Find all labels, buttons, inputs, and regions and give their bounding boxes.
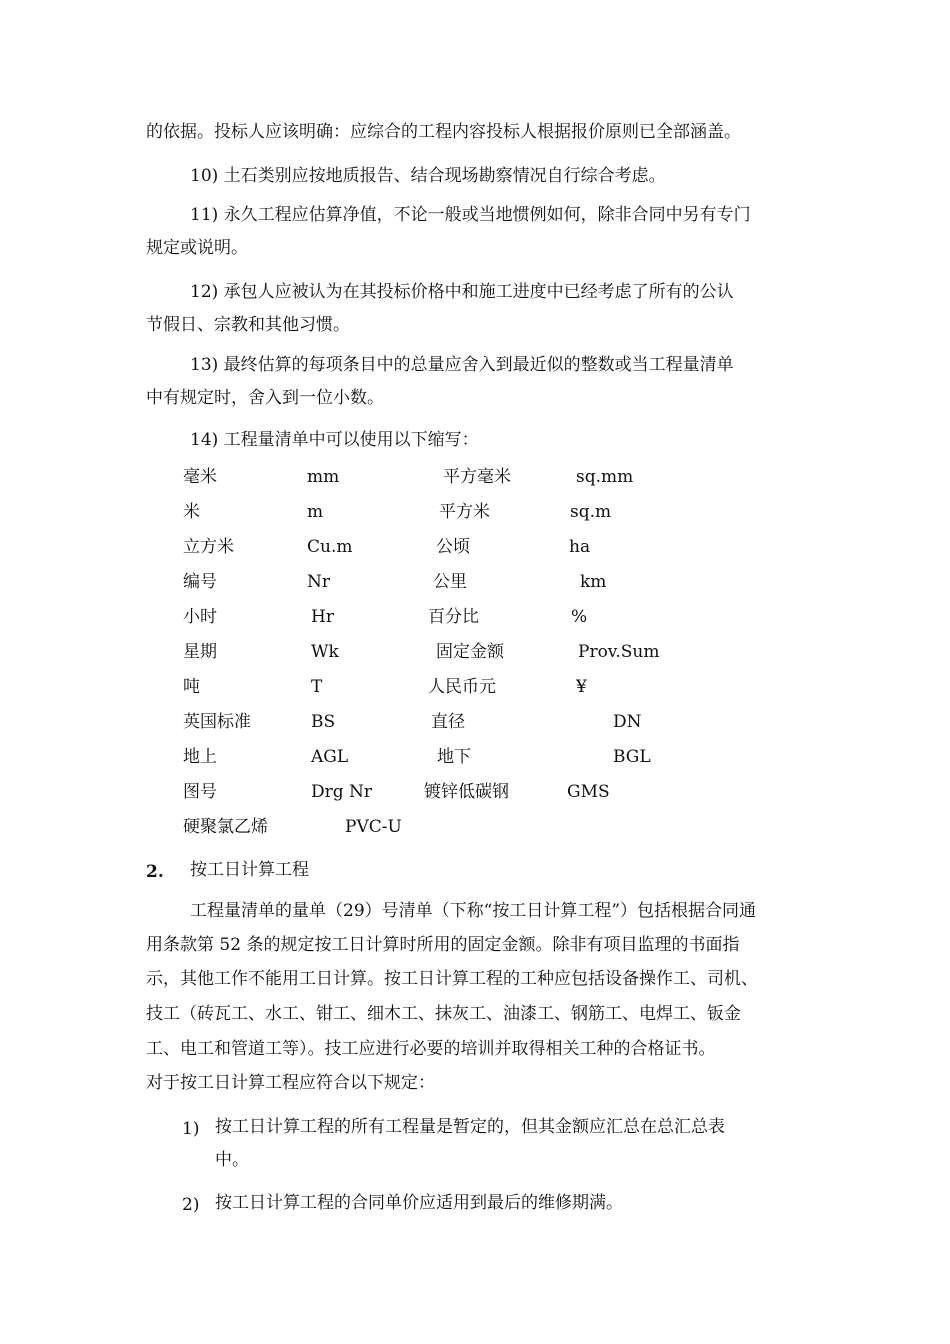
abbr-term: 米: [183, 502, 200, 522]
abbr-term: 镀锌低碳钢: [424, 782, 509, 802]
abbr-code: AGL: [311, 747, 349, 767]
paragraph-11-line-1: 11) 永久工程应估算净值，不论一般或当地惯例如何，除非合同中另有专门: [190, 205, 751, 225]
abbr-term: 毫米: [183, 467, 217, 487]
abbr-code: Cu.m: [307, 537, 353, 557]
abbr-term: 小时: [183, 607, 217, 627]
abbr-term: 吨: [183, 677, 200, 697]
abbr-code: BS: [311, 712, 336, 732]
paragraph-13-line-1: 13) 最终估算的每项条目中的总量应舍入到最近似的整数或当工程量清单: [190, 355, 734, 375]
abbr-code: Drg Nr: [311, 782, 373, 802]
section-title: 按工日计算工程: [190, 860, 309, 880]
abbr-term: 百分比: [428, 607, 479, 627]
abbr-term: 人民币元: [428, 677, 496, 697]
abbr-code: ha: [569, 537, 591, 557]
abbr-code: ¥: [576, 677, 587, 697]
abbr-code: PVC-U: [345, 817, 402, 837]
section-body-line-1: 工程量清单的量单（29）号清单（下称“按工日计算工程”）包括根据合同通: [190, 901, 757, 921]
abbr-code: Wk: [311, 642, 339, 662]
abbr-code: km: [580, 572, 607, 592]
abbr-code: Hr: [311, 607, 334, 627]
section-body-line-5: 工、电工和管道工等）。技工应进行必要的培训并取得相关工种的合格证书。: [146, 1039, 716, 1059]
abbr-code: GMS: [567, 782, 610, 802]
list-item-text-line-2: 中。: [215, 1150, 249, 1170]
paragraph-11-line-2: 规定或说明。: [146, 238, 248, 258]
abbr-code: DN: [613, 712, 642, 732]
abbr-term: 公顷: [436, 537, 470, 557]
section-body-line-2: 用条款第 52 条的规定按工日计算时所用的固定金额。除非有项目监理的书面指: [146, 935, 740, 955]
abbr-code: mm: [307, 467, 340, 487]
abbr-code: m: [307, 502, 324, 522]
abbr-code: sq.mm: [576, 467, 634, 487]
abbr-term: 地下: [437, 747, 471, 767]
abbr-term: 直径: [431, 712, 465, 732]
abbr-code: Nr: [307, 572, 331, 592]
list-item-number: 1): [182, 1119, 200, 1139]
abbr-code: %: [571, 607, 588, 627]
paragraph-13-line-2: 中有规定时，舍入到一位小数。: [146, 388, 384, 408]
paragraph-12-line-2: 节假日、宗教和其他习惯。: [146, 315, 350, 335]
paragraph-14: 14) 工程量清单中可以使用以下缩写：: [190, 430, 479, 450]
section-body-line-3: 示，其他工作不能用工日计算。按工日计算工程的工种应包括设备操作工、司机、: [146, 969, 758, 989]
abbr-term: 星期: [183, 642, 217, 662]
paragraph-10: 10) 土石类别应按地质报告、结合现场勘察情况自行综合考虑。: [190, 166, 666, 186]
abbr-term: 地上: [183, 747, 217, 767]
abbr-term: 公里: [433, 572, 467, 592]
paragraph-12-line-1: 12) 承包人应被认为在其投标价格中和施工进度中已经考虑了所有的公认: [190, 282, 734, 302]
abbr-term: 编号: [183, 572, 217, 592]
abbr-code: sq.m: [570, 502, 612, 522]
list-item-number: 2): [182, 1195, 200, 1215]
paragraph-intro: 的依据。投标人应该明确：应综合的工程内容投标人根据报价原则已全部涵盖。: [146, 122, 741, 142]
section-body-line-4: 技工（砖瓦工、水工、钳工、细木工、抹灰工、油漆工、钢筋工、电焊工、钣金: [146, 1004, 741, 1024]
abbr-term: 硬聚氯乙烯: [183, 817, 268, 837]
abbr-term: 平方毫米: [443, 467, 511, 487]
abbr-term: 固定金额: [436, 642, 504, 662]
abbr-code: T: [311, 677, 323, 697]
abbr-code: BGL: [613, 747, 651, 767]
abbr-term: 图号: [183, 782, 217, 802]
list-item-text-line-1: 按工日计算工程的所有工程量是暂定的，但其金额应汇总在总汇总表: [215, 1117, 725, 1137]
section-number: 2.: [146, 862, 164, 882]
abbr-code: Prov.Sum: [578, 642, 660, 662]
abbr-term: 英国标准: [183, 712, 251, 732]
abbr-term: 平方米: [439, 502, 490, 522]
section-body-line-6: 对于按工日计算工程应符合以下规定：: [146, 1073, 435, 1093]
list-item-text-line-1: 按工日计算工程的合同单价应适用到最后的维修期满。: [215, 1193, 623, 1213]
abbr-term: 立方米: [183, 537, 234, 557]
